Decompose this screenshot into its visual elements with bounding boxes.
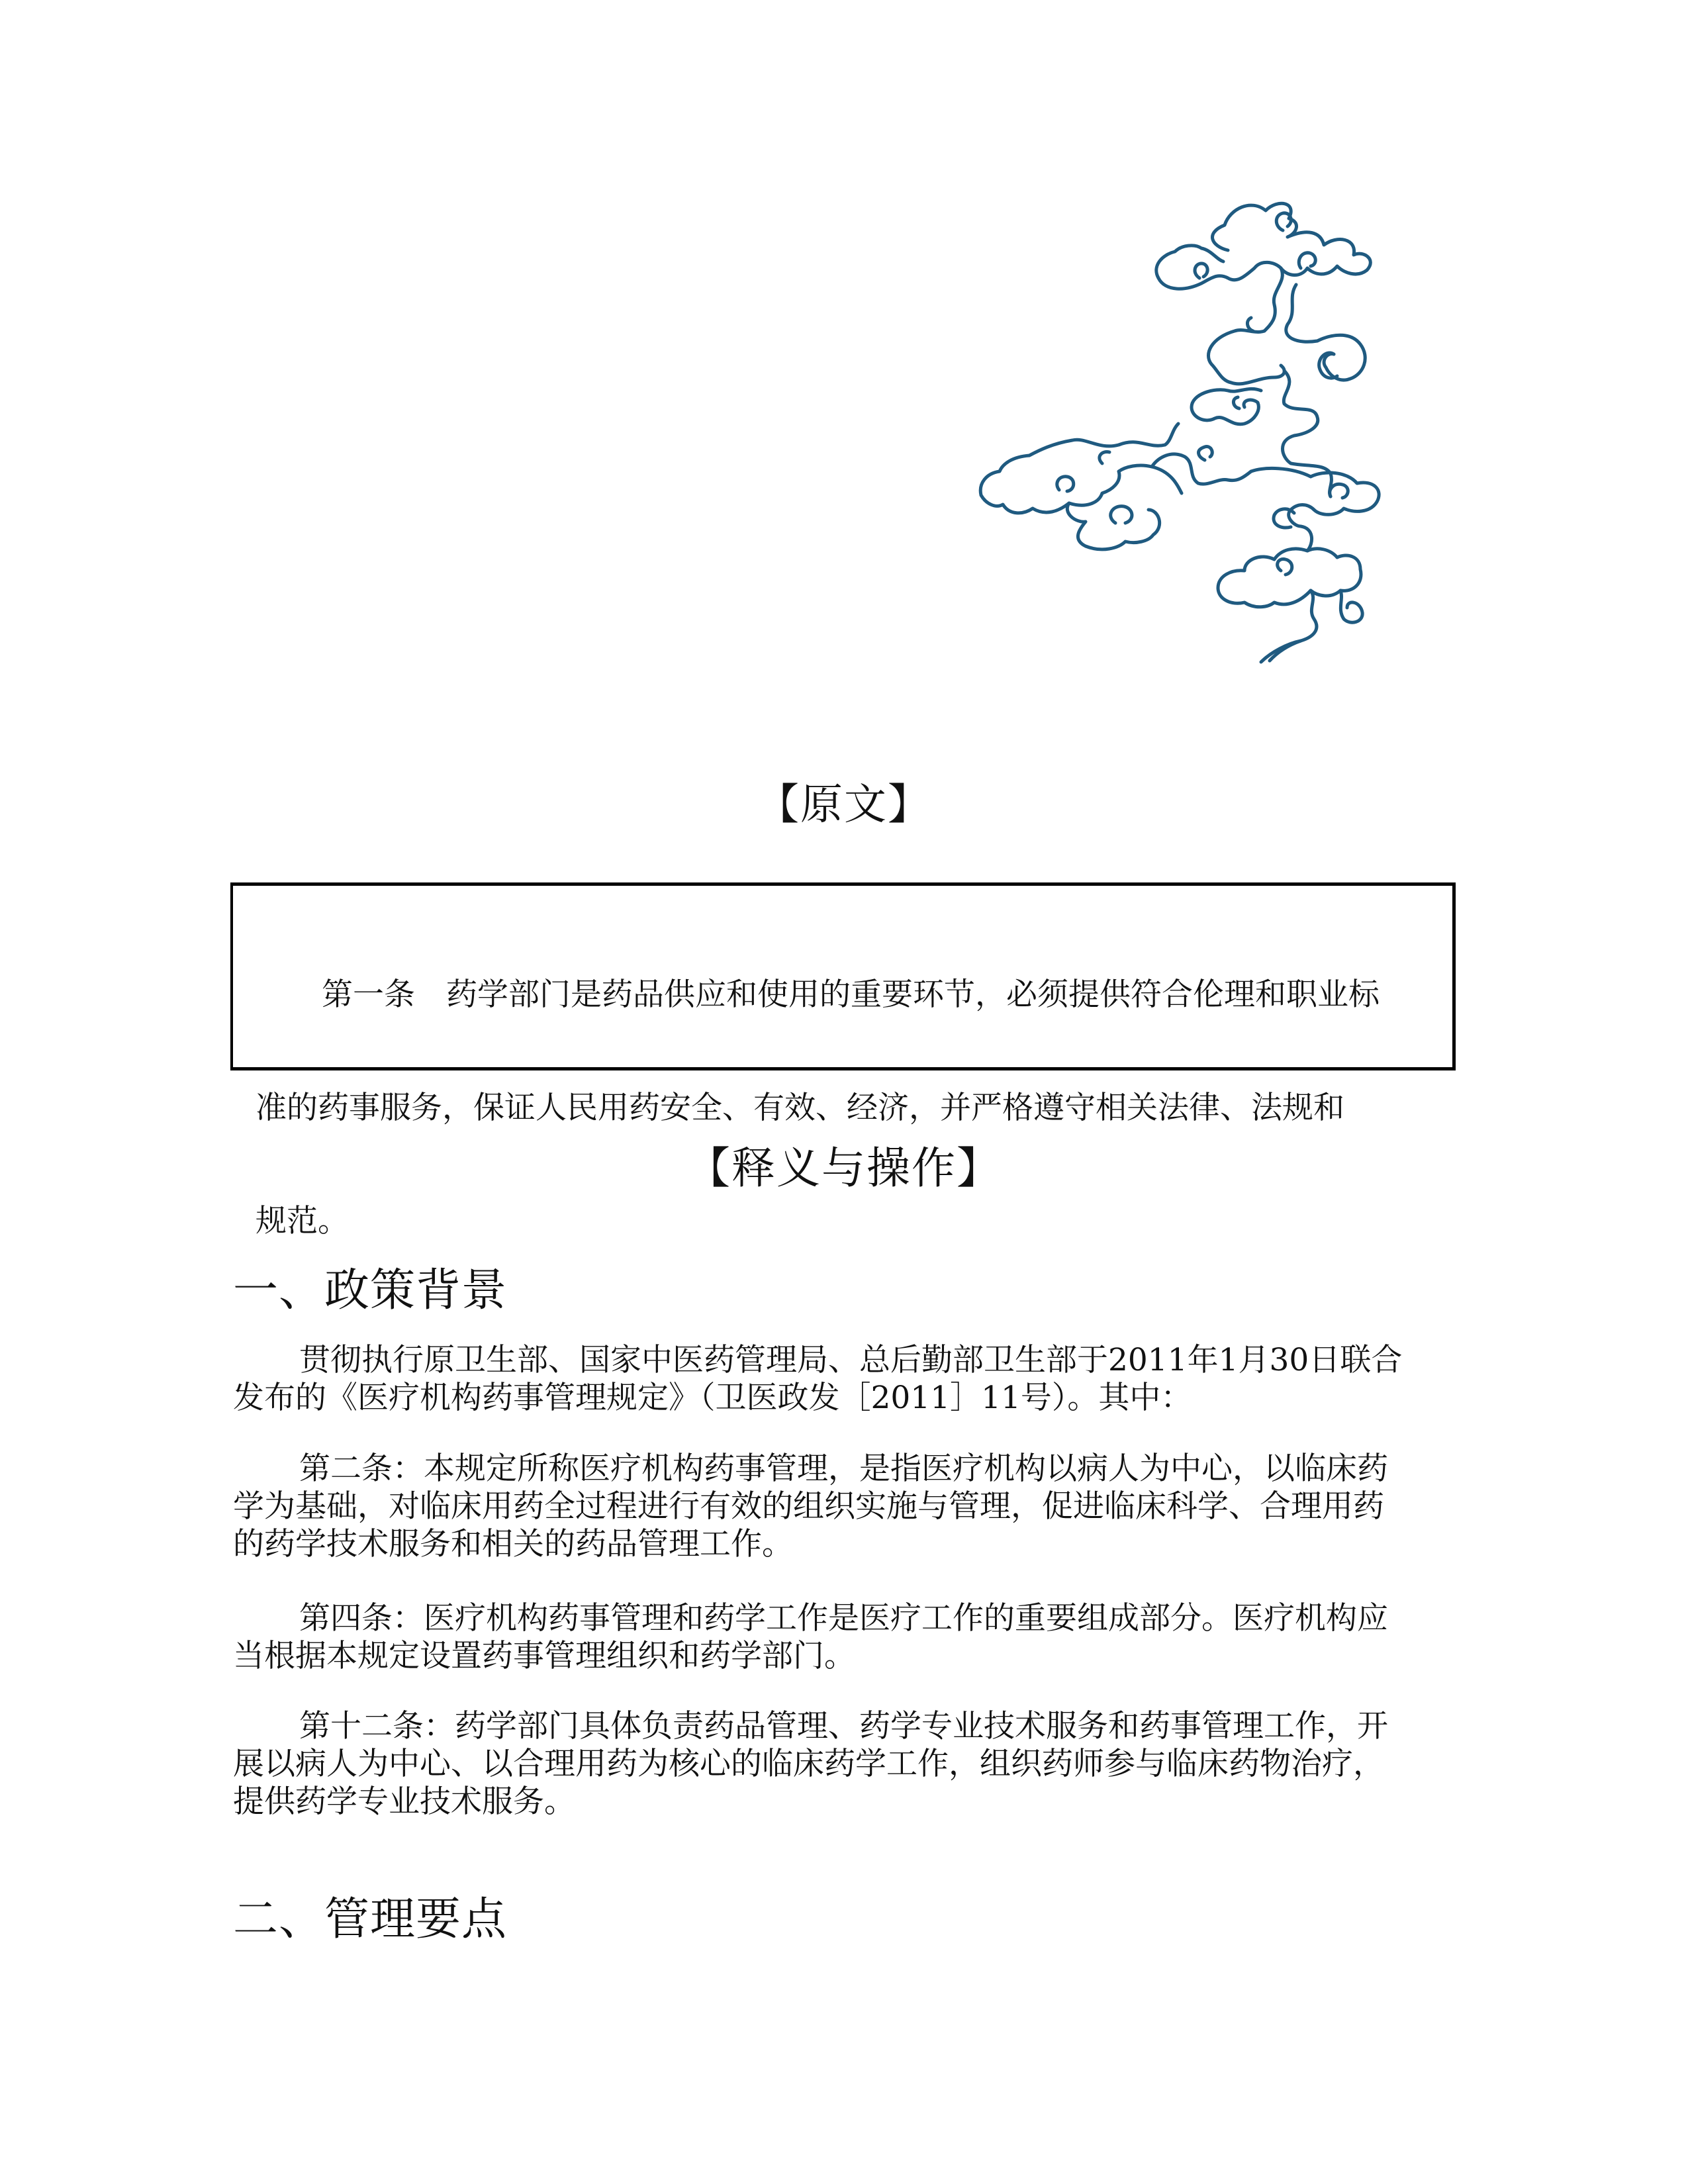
paragraph-line: 当根据本规定设置药事管理组织和药学部门。 <box>233 1638 855 1674</box>
paragraph-line: 展以病人为中心、以合理用药为核心的临床药学工作，组织药师参与临床药物治疗， <box>233 1746 1384 1782</box>
paragraph-line: 提供药学专业技术服务。 <box>233 1783 575 1820</box>
paragraph <box>233 1341 1458 1417</box>
section-heading-policy-background: 一、政策背景 <box>233 1264 508 1317</box>
original-text-heading: 【原文】 <box>757 781 931 830</box>
paragraph <box>233 1707 1458 1821</box>
paragraph-line: 的药学技术服务和相关的药品管理工作。 <box>233 1526 793 1562</box>
original-text-body <box>256 900 1447 1315</box>
original-text-line: 第一条 药学部门是药品供应和使用的重要环节，必须提供符合伦理和职业标 <box>322 976 1380 1013</box>
paragraph-line: 贯彻执行原卫生部、国家中医药管理局、总后勤部卫生部于2011年1月30日联合 <box>299 1342 1403 1378</box>
paragraph-line: 第四条：医疗机构药事管理和药学工作是医疗工作的重要组成部分。医疗机构应 <box>299 1600 1388 1637</box>
paragraph-line: 发布的《医疗机构药事管理规定》（卫医政发［2011］11号）。其中： <box>233 1380 1192 1416</box>
paragraph-line: 第二条：本规定所称医疗机构药事管理，是指医疗机构以病人为中心，以临床药 <box>299 1450 1388 1487</box>
paragraph <box>233 1450 1458 1563</box>
section-heading-management-points: 二、管理要点 <box>233 1893 508 1946</box>
original-text-line: 准的药事服务，保证人民用药安全、有效、经济，并严格遵守相关法律、法规和 <box>256 1090 1344 1126</box>
original-text-line: 规范。 <box>256 1203 349 1239</box>
paragraph-line: 第十二条：药学部门具体负责药品管理、药学专业技术服务和药事管理工作，开 <box>299 1708 1388 1744</box>
cloud-illustration <box>953 185 1470 675</box>
paragraph-line: 学为基础，对临床用药全过程进行有效的组织实施与管理，促进临床科学、合理用药 <box>233 1488 1384 1525</box>
paragraph <box>233 1599 1458 1675</box>
interpretation-heading: 【释义与操作】 <box>686 1143 1002 1194</box>
